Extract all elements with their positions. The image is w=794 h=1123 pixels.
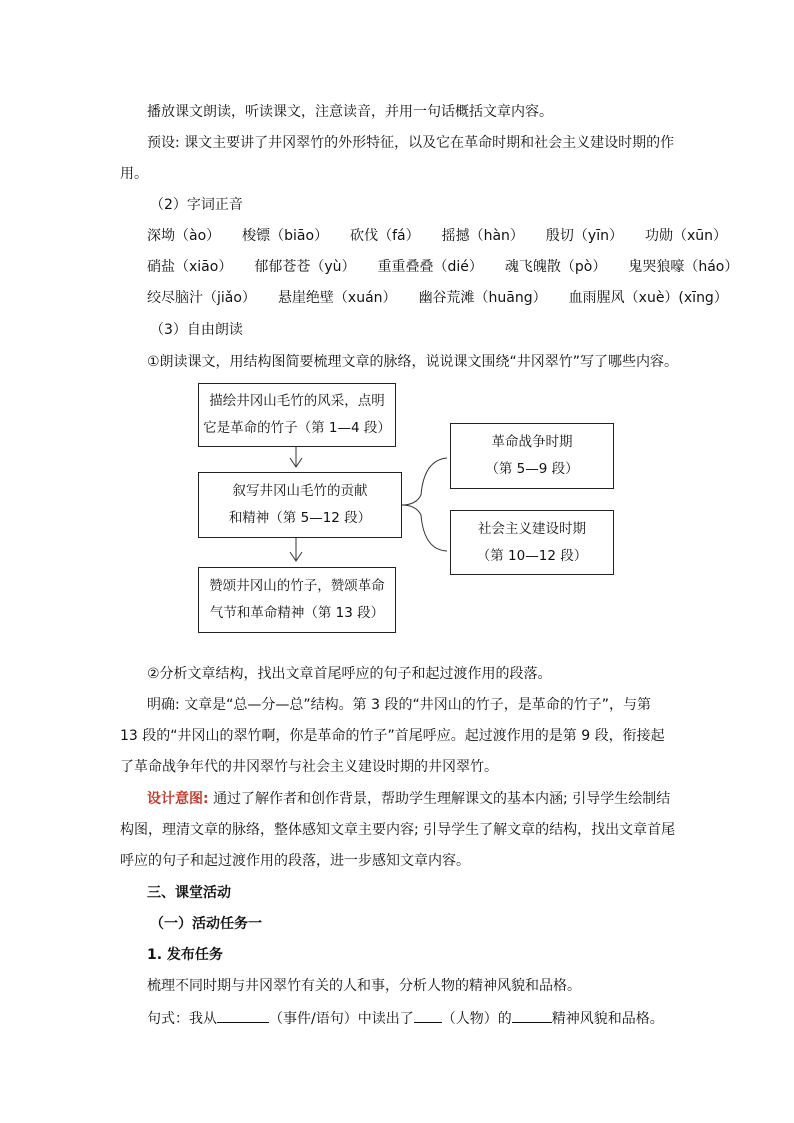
word-item: 幽谷荒滩（huāng） <box>418 290 547 306</box>
word-item: 血雨腥风（xuè）(xīng） <box>568 290 728 306</box>
task-description: 梳理不同时期与井冈翠竹有关的人和事，分析人物的精神风貌和品格。 <box>147 978 581 994</box>
answer-line-2: 13 段的“井冈山的翠竹啊，你是革命的竹子”首尾呼应。起过渡作用的是第 9 段，衔接起 <box>120 728 665 744</box>
section-heading-free-reading: （3）自由朗读 <box>150 322 243 338</box>
word-item: 悬崖绝壁（xuán） <box>277 290 397 306</box>
word-item: 魂飞魄散（pò） <box>504 259 607 275</box>
preview-line-2: 用。 <box>120 166 148 182</box>
diagram-box-construction-period <box>450 510 614 575</box>
pattern-text: 精神风貌和品格。 <box>551 1011 664 1027</box>
word-item: 绞尽脑汁（jiǎo） <box>147 290 256 306</box>
sentence-pattern <box>147 1008 664 1029</box>
diagram-box-war-period <box>450 423 614 489</box>
word-item: 摇撼（hàn） <box>441 228 524 244</box>
item-heading-publish-task: 1. 发布任务 <box>147 947 223 963</box>
box-text: 和精神（第 5—12 段） <box>228 510 372 526</box>
word-item: 梭镖（biāo） <box>242 228 329 244</box>
box-text: 革命战争时期 <box>491 434 573 450</box>
fill-blank-event[interactable] <box>217 1008 269 1023</box>
word-item: 硝盐（xiāo） <box>147 259 233 275</box>
box-text: 赞颂井冈山的竹子，赞颂革命 <box>209 578 385 594</box>
pattern-text: （事件/语句）中读出了 <box>269 1011 414 1027</box>
box-text: 气节和革命精神（第 13 段） <box>209 605 385 621</box>
word-item: 重重叠叠（dié） <box>377 259 483 275</box>
section-heading-pronunciation: （2）字词正音 <box>150 197 243 213</box>
diagram-box-intro <box>198 383 396 447</box>
design-intent-label: 设计意图: <box>147 791 209 807</box>
box-text: （第 5—9 段） <box>485 461 579 477</box>
fill-blank-person[interactable] <box>414 1008 442 1023</box>
subheading-activity-task-1: （一）活动任务一 <box>150 916 262 932</box>
task-1-text: ①朗读课文，用结构图简要梳理文章的脉络，说说课文围绕“井冈翠竹”写了哪些内容。 <box>147 354 679 370</box>
design-intent-line-2: 构图，理清文章的脉络，整体感知文章主要内容; 引导学生了解文章的结构，找出文章首尾 <box>120 822 676 838</box>
pattern-text: （人物）的 <box>441 1011 512 1027</box>
section-heading-class-activity: 三、课堂活动 <box>147 885 231 901</box>
pattern-text: 句式：我从 <box>147 1011 217 1027</box>
word-item: 砍伐（fá） <box>350 228 420 244</box>
fill-blank-spirit[interactable] <box>512 1008 552 1023</box>
word-item: 鬼哭狼嚎（háo） <box>628 259 739 275</box>
intro-paragraph: 播放课文朗读，听读课文，注意读音，并用一句话概括文章内容。 <box>147 104 553 120</box>
word-item: 功勋（xūn） <box>644 228 728 244</box>
word-item: 郁郁苍苍（yù） <box>254 259 356 275</box>
box-text: （第 10—12 段） <box>476 547 588 564</box>
box-text: 描绘井冈山毛竹的风采，点明 <box>209 393 385 409</box>
box-text: 叙写井冈山毛竹的贡献 <box>232 483 368 499</box>
answer-line-3: 了革命战争年代的井冈翠竹与社会主义建设时期的井冈翠竹。 <box>120 759 498 775</box>
word-item: 殷切（yīn） <box>545 228 623 244</box>
design-intent-line-1 <box>147 789 670 809</box>
preview-line-1: 预设: 课文主要讲了井冈翠竹的外形特征，以及它在革命时期和社会主义建设时期的作 <box>147 135 675 151</box>
diagram-box-contribution <box>198 472 402 538</box>
box-text: 社会主义建设时期 <box>478 520 586 537</box>
design-intent-line-3: 呼应的句子和起过渡作用的段落，进一步感知文章内容。 <box>120 853 470 869</box>
box-text: 它是革命的竹子（第 1—4 段） <box>203 420 391 436</box>
design-intent-text: 通过了解作者和创作背景，帮助学生理解课文的基本内涵; 引导学生绘制结 <box>213 791 671 807</box>
diagram-box-praise <box>198 567 396 633</box>
task-2-text: ②分析文章结构，找出文章首尾呼应的句子和起过渡作用的段落。 <box>147 666 552 682</box>
word-item: 深坳（ào） <box>147 228 221 244</box>
answer-line-1: 明确: 文章是“总—分—总”结构。第 3 段的“井冈山的竹子，是革命的竹子”，与第 <box>147 697 651 713</box>
